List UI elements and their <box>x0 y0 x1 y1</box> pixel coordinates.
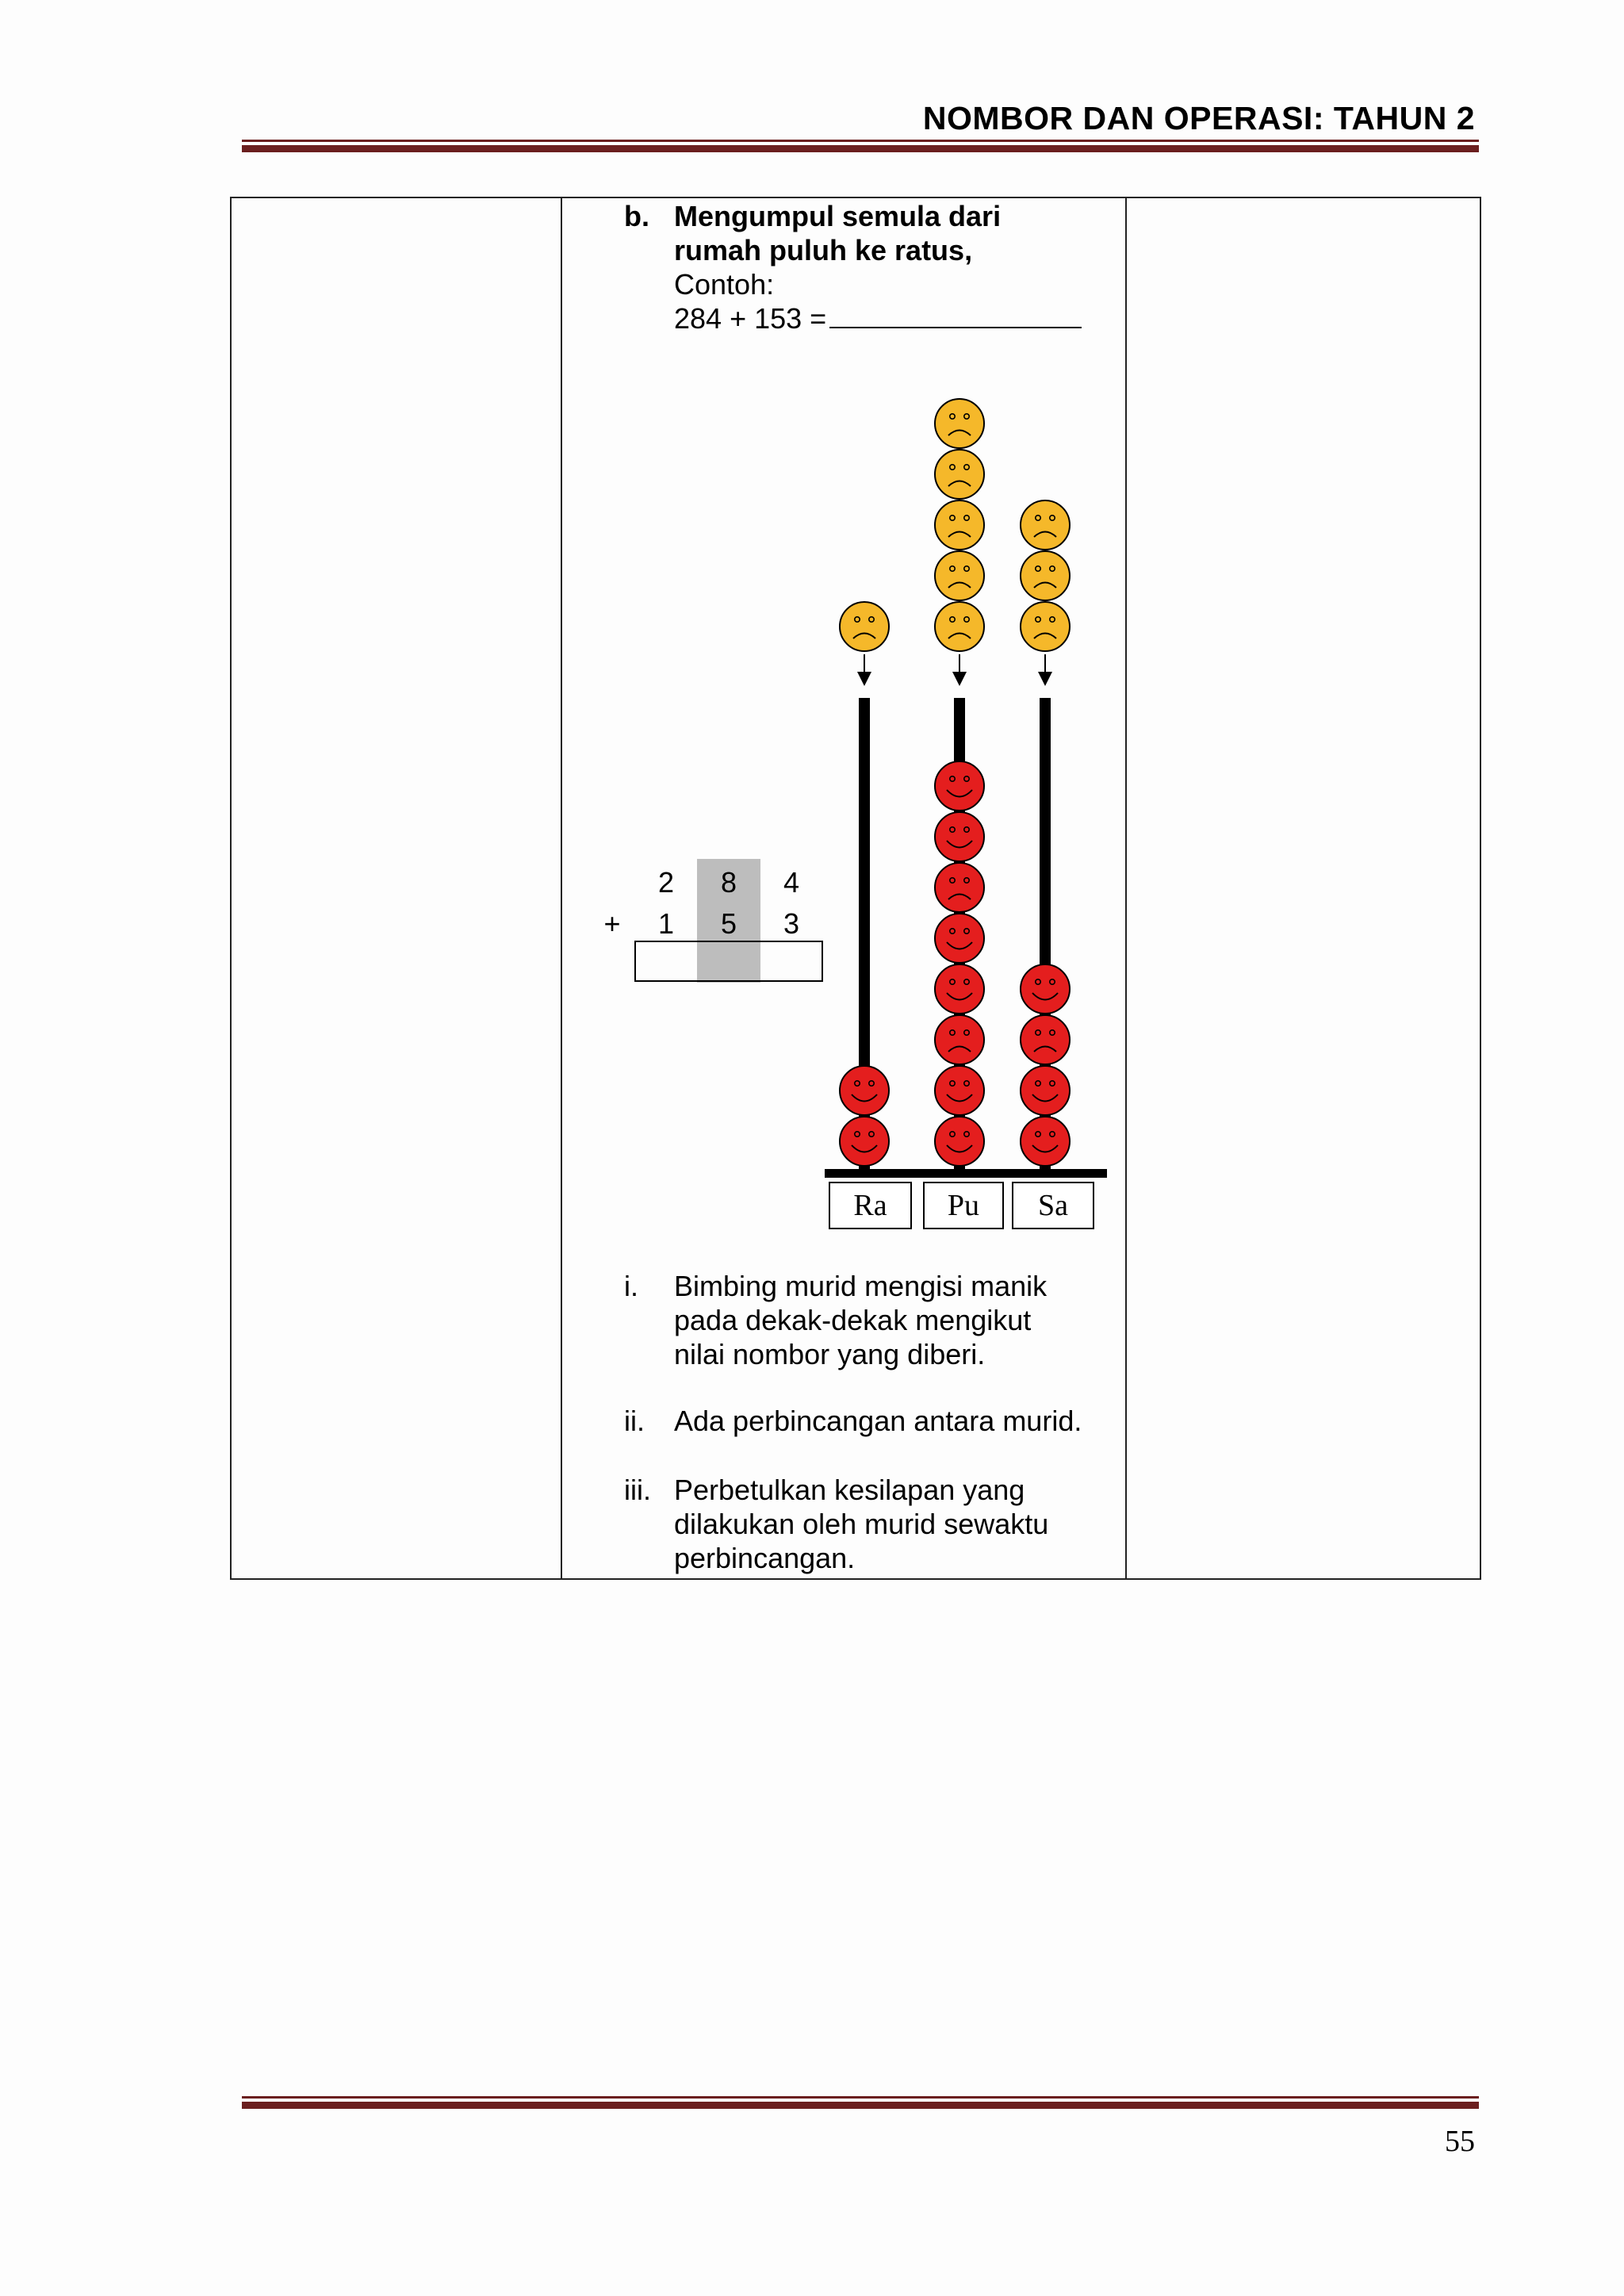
digit-row1-ones: 4 <box>783 866 800 899</box>
red-bead <box>935 1117 984 1166</box>
step-number: i. <box>624 1270 638 1302</box>
example-label: Contoh: <box>674 268 775 301</box>
header-title: NOMBOR DAN OPERASI: TAHUN 2 <box>922 100 1475 136</box>
step-text-line: pada dekak-dekak mengikut <box>674 1304 1032 1336</box>
digit-row2-hundreds: 1 <box>657 907 675 940</box>
yellow-bead <box>1021 602 1070 651</box>
digit-row1-hundreds: 2 <box>657 866 675 899</box>
section-title-line2: rumah puluh ke ratus, <box>674 234 973 266</box>
footer-rule <box>242 2096 1479 2109</box>
red-bead <box>935 964 984 1014</box>
page-number: 55 <box>1445 2125 1475 2158</box>
step-number: ii. <box>624 1405 645 1437</box>
red-bead <box>935 914 984 963</box>
abacus-diagram <box>793 389 1126 1182</box>
red-bead <box>935 863 984 912</box>
column-divider-1 <box>561 198 562 1578</box>
step-text-line: dilakukan oleh murid sewaktu <box>674 1508 1049 1540</box>
yellow-bead <box>935 399 984 448</box>
red-bead <box>1021 964 1070 1014</box>
section-title-line1: Mengumpul semula dari <box>674 200 1002 232</box>
arrow-head <box>857 672 871 686</box>
arrow-head <box>952 672 967 686</box>
digit-row1-tens: 8 <box>720 866 737 899</box>
red-bead <box>1021 1015 1070 1064</box>
red-bead <box>935 761 984 811</box>
abacus-label-pu: Pu <box>923 1182 1004 1229</box>
abacus-base <box>825 1169 1107 1178</box>
yellow-bead <box>1021 500 1070 550</box>
yellow-bead <box>935 551 984 600</box>
step-text-line: nilai nombor yang diberi. <box>674 1338 986 1370</box>
red-bead <box>935 812 984 861</box>
red-bead <box>840 1117 889 1166</box>
step-text-line: perbincangan. <box>674 1542 856 1574</box>
yellow-bead <box>1021 551 1070 600</box>
step-number: iii. <box>624 1474 651 1506</box>
step-text-line: Bimbing murid mengisi manik <box>674 1270 1048 1302</box>
red-bead <box>840 1066 889 1115</box>
arrow-head <box>1038 672 1052 686</box>
yellow-bead <box>935 602 984 651</box>
plus-sign: + <box>603 907 621 940</box>
equation-text: 284 + 153 = <box>674 302 827 335</box>
yellow-bead <box>935 500 984 550</box>
red-bead <box>1021 1117 1070 1166</box>
yellow-bead <box>935 450 984 499</box>
digit-row2-ones: 3 <box>783 907 800 940</box>
header-rule <box>242 140 1479 152</box>
step-text-line: Ada perbincangan antara murid. <box>674 1405 1082 1437</box>
section-label: b. <box>624 200 649 232</box>
abacus-label-ra: Ra <box>829 1182 912 1229</box>
yellow-bead <box>840 602 889 651</box>
red-bead <box>1021 1066 1070 1115</box>
red-bead <box>935 1015 984 1064</box>
red-bead <box>935 1066 984 1115</box>
answer-blank <box>829 301 1082 328</box>
digit-row2-tens: 5 <box>720 907 737 940</box>
step-text-line: Perbetulkan kesilapan yang <box>674 1474 1025 1506</box>
example-equation <box>674 301 1082 335</box>
abacus-label-sa: Sa <box>1012 1182 1094 1229</box>
